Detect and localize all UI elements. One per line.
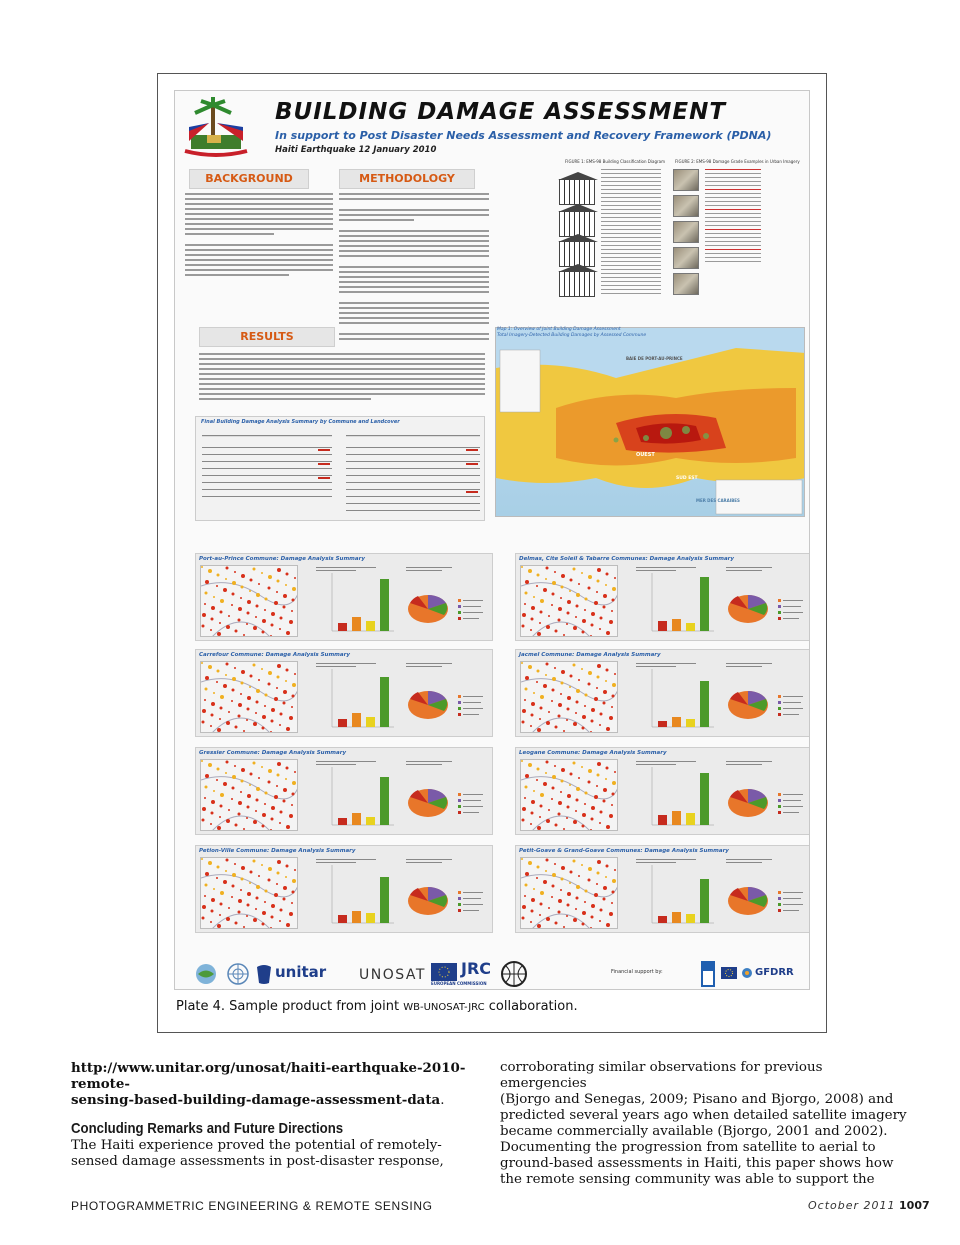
commune-damage-map <box>200 857 298 929</box>
undp-logo-icon <box>701 961 715 987</box>
unitar-logo: unitar <box>275 963 327 981</box>
unosat-logo: UNOSAT <box>359 967 426 983</box>
jrc-subtitle: EUROPEAN COMMISSION <box>431 981 487 986</box>
damage-grade-bar-chart <box>634 759 716 831</box>
commune-damage-map <box>200 565 298 637</box>
background-text <box>185 193 333 279</box>
haiti-coat-of-arms-icon <box>181 97 251 159</box>
panel-title: Delmas, Cite Soleil & Tabarre Communes: Damage Analysis Summary <box>519 556 734 562</box>
section-background: BACKGROUND <box>189 169 309 189</box>
damage-grade-bar-chart <box>634 565 716 637</box>
body-line: The Haiti experience proved the potential of remotely- <box>71 1138 442 1153</box>
caption-org: WB-UNOSAT-JRC <box>403 1002 485 1013</box>
body-line: sensed damage assessments in post-disaster response, <box>71 1154 444 1169</box>
financial-support-label: Financial support by: <box>611 969 663 975</box>
landcover-pie-chart <box>724 565 810 637</box>
section-results: RESULTS <box>199 327 335 347</box>
poster-subtitle: In support to Post Disaster Needs Assessment and Recovery Framework (PDNA) <box>275 129 772 142</box>
body-line: predicted several years ago when detailed satellite imagery <box>500 1108 907 1123</box>
body-line: ground-based assessments in Haiti, this paper shows how <box>500 1156 894 1171</box>
commune-damage-map <box>520 565 618 637</box>
landcover-pie-chart <box>724 857 810 929</box>
eu-flag-icon <box>431 963 457 981</box>
page-number: 1007 <box>899 1199 930 1212</box>
partner-logos <box>175 957 810 990</box>
landcover-pie-chart <box>404 857 492 929</box>
figure1-title: FIGURE 1: EMS-98 Building Classification Diagram <box>565 159 665 164</box>
results-text <box>199 353 485 403</box>
damage-grade-bar-chart <box>314 661 396 733</box>
reference-url[interactable]: http://www.unitar.org/unosat/haiti-earthquake-2010-remote- sensing-based-building-damage-assessment-data. <box>71 1060 466 1108</box>
landcover-pie-chart <box>404 565 492 637</box>
map-label-ouest: OUEST <box>636 452 655 458</box>
map1-subtitle: Total Imagery-Detected Building Damages by Assessed Commune <box>497 333 647 338</box>
panel-title: Jacmel Commune: Damage Analysis Summary <box>519 652 661 658</box>
world-bank-logo-icon <box>501 961 527 987</box>
body-line: the remote sensing community was able to support the <box>500 1172 875 1187</box>
commune-damage-map <box>520 661 618 733</box>
commune-summary-panel <box>195 553 493 641</box>
map-label-caraibes: MER DES CARAIBES <box>696 498 740 503</box>
commune-summary-panel <box>515 845 810 933</box>
commune-damage-map <box>200 759 298 831</box>
landcover-pie-chart <box>404 661 492 733</box>
body-line: corroborating similar observations for previous emergencies <box>500 1060 823 1091</box>
poster-event: Haiti Earthquake 12 January 2010 <box>275 145 437 155</box>
commune-damage-map <box>520 857 618 929</box>
left-column <box>71 1060 481 1109</box>
gfdrr-mark-icon <box>741 967 753 979</box>
panel-title: Port-au-Prince Commune: Damage Analysis Summary <box>199 556 365 562</box>
plate-caption: Plate 4. Sample product from joint WB-UNOSAT-JRC collaboration. <box>176 999 578 1014</box>
commune-summary-panel <box>515 747 810 835</box>
poster-image <box>174 90 810 990</box>
right-column <box>500 1060 910 1188</box>
section-methodology: METHODOLOGY <box>339 169 475 189</box>
issue-date: October 2011 <box>808 1199 896 1212</box>
plate-figure <box>157 73 827 1033</box>
section-heading: Concluding Remarks and Future Directions <box>71 1120 344 1137</box>
unitar-mark-icon <box>255 963 273 985</box>
damage-grade-bar-chart <box>634 661 716 733</box>
commune-damage-map <box>200 661 298 733</box>
commune-summary-panel <box>515 553 810 641</box>
globe-logo-icon <box>195 963 217 985</box>
body-line: (Bjorgo and Senegas, 2009; Pisano and Bjorgo, 2008) and <box>500 1092 894 1107</box>
methodology-text <box>339 193 489 343</box>
panel-title: Petion-Ville Commune: Damage Analysis Summary <box>199 848 356 854</box>
body-line: Documenting the progression from satellite to aerial to <box>500 1140 876 1155</box>
map-label-sud-est: SUD EST <box>676 476 698 481</box>
poster-title: BUILDING DAMAGE ASSESSMENT <box>275 99 727 125</box>
panel-title: Leogane Commune: Damage Analysis Summary <box>519 750 667 756</box>
landcover-pie-chart <box>724 661 810 733</box>
jrc-logo: JRC <box>461 959 492 978</box>
damage-grade-bar-chart <box>314 759 396 831</box>
map1-title: Map 1: Overview of Joint Building Damage Assessment <box>497 327 621 332</box>
summary-table <box>195 416 485 521</box>
panel-title: Petit-Goave & Grand-Goave Communes: Damage Analysis Summary <box>519 848 729 854</box>
damage-grade-bar-chart <box>314 857 396 929</box>
commune-summary-panel <box>195 747 493 835</box>
panel-title: Gressier Commune: Damage Analysis Summary <box>199 750 347 756</box>
commune-summary-panel <box>515 649 810 737</box>
commune-summary-panel <box>195 845 493 933</box>
damage-grade-bar-chart <box>314 565 396 637</box>
landcover-pie-chart <box>404 759 492 831</box>
un-emblem-icon <box>227 963 249 985</box>
commune-summary-panel <box>195 649 493 737</box>
figure2-title: FIGURE 2: EMS-98 Damage Grade Examples in Urban Imagery <box>675 159 800 164</box>
map-label-bay: BAIE DE PORT-AU-PRINCE <box>626 356 683 361</box>
damage-grade-bar-chart <box>634 857 716 929</box>
summary-table-title: Final Building Damage Analysis Summary by Commune and Landcover <box>201 419 400 425</box>
journal-name: PHOTOGRAMMETRIC ENGINEERING & REMOTE SENSING <box>71 1199 433 1213</box>
panel-title: Carrefour Commune: Damage Analysis Summary <box>199 652 350 658</box>
eu-flag-small-icon <box>721 967 737 979</box>
gfdrr-logo: GFDRR <box>755 967 794 978</box>
page-info <box>808 1199 930 1212</box>
left-column-body <box>71 1138 481 1170</box>
landcover-pie-chart <box>724 759 810 831</box>
damage-overview-map <box>495 327 805 517</box>
body-line: became commercially available (Bjorgo, 2001 and 2002). <box>500 1124 888 1139</box>
commune-damage-map <box>520 759 618 831</box>
